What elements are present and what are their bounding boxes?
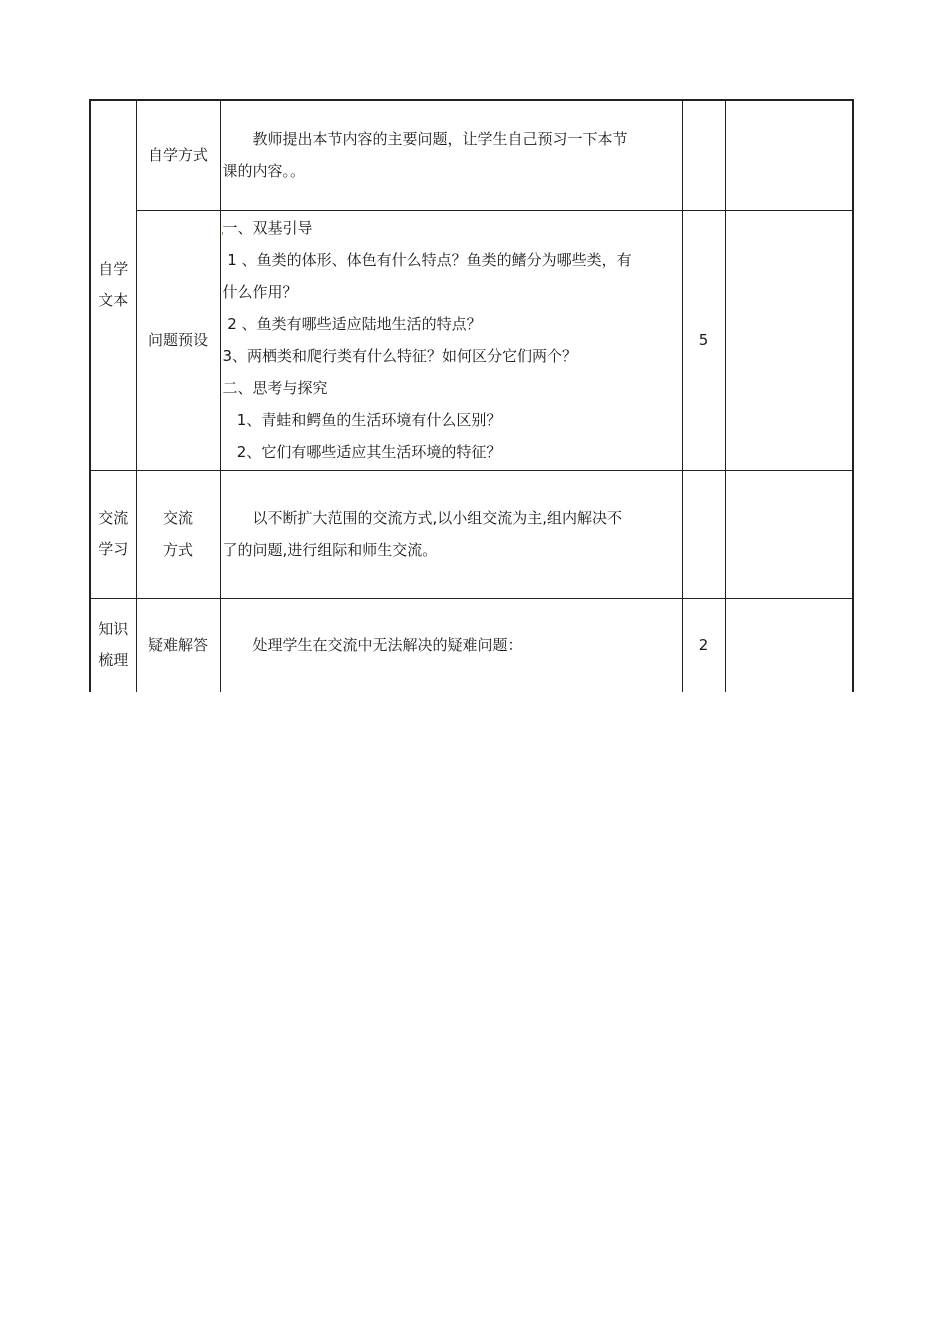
table-row [90, 210, 853, 470]
content-line: 课的内容。。 [222, 162, 306, 181]
section-label-line: 学习 [98, 540, 129, 558]
section-cell-knowledge [90, 598, 136, 692]
item-cell-self-study-method [136, 100, 220, 210]
item-label: 疑难解答 [147, 636, 208, 655]
item-cell-knowledge [136, 598, 220, 692]
content-cell-exchange [220, 470, 682, 598]
table-row [90, 470, 853, 598]
content-line: 了的问题,进行组际和师生交流。 [222, 541, 438, 559]
content-line: 二、思考与探究 [222, 379, 328, 397]
item-label: 问题预设 [147, 331, 208, 349]
notes-cell [725, 100, 853, 210]
lesson-plan-table [89, 99, 854, 692]
content-line: 2、它们有哪些适应其生活环境的特征？ [222, 443, 502, 461]
content-cell-self-study-preset [220, 210, 682, 470]
section-label-line: 文本 [98, 291, 129, 310]
table-row [90, 598, 853, 692]
content-line: 3、两栖类和爬行类有什么特征？如何区分它们两个？ [222, 347, 578, 365]
section-label-line: 交流 [98, 509, 129, 527]
notes-cell [725, 470, 853, 598]
content-line: 以不断扩大范围的交流方式,以小组交流为主,组内解决不 [252, 509, 623, 527]
table-row [90, 100, 853, 210]
item-label-line: 交流 [162, 509, 193, 527]
time-cell [682, 470, 725, 598]
item-label-line: 方式 [162, 541, 193, 559]
item-cell-exchange [136, 470, 220, 598]
notes-cell [725, 210, 853, 470]
section-cell-exchange [90, 470, 136, 598]
notes-cell [725, 598, 853, 692]
content-line: 教师提出本节内容的主要问题，让学生自己预习一下本节 [252, 130, 628, 149]
time-cell: 5 [682, 210, 725, 470]
section-label-line: 梳理 [98, 651, 129, 670]
content-line: 2 、鱼类有哪些适应陆地生活的特点？ [222, 315, 482, 333]
time-cell [682, 100, 725, 210]
section-label-line: 知识 [98, 620, 129, 639]
content-line: 一、双基引导 [222, 219, 313, 237]
content-line: 什么作用？ [222, 283, 298, 301]
content-line-wrap [223, 212, 680, 244]
item-label: 自学方式 [147, 146, 208, 165]
section-cell-self-study [90, 100, 136, 470]
content-cell-knowledge [220, 598, 682, 692]
item-cell-self-study-preset [136, 210, 220, 470]
content-line: 1、青蛙和鳄鱼的生活环境有什么区别？ [222, 411, 502, 429]
content-line: 处理学生在交流中无法解决的疑难问题： [252, 636, 523, 655]
content-cell-self-study-method [220, 100, 682, 210]
time-cell: 2 [682, 598, 725, 692]
section-label-line: 自学 [98, 260, 129, 279]
content-line: 1 、鱼类的体形、体色有什么特点？鱼类的鳍分为哪些类，有 [222, 251, 632, 269]
